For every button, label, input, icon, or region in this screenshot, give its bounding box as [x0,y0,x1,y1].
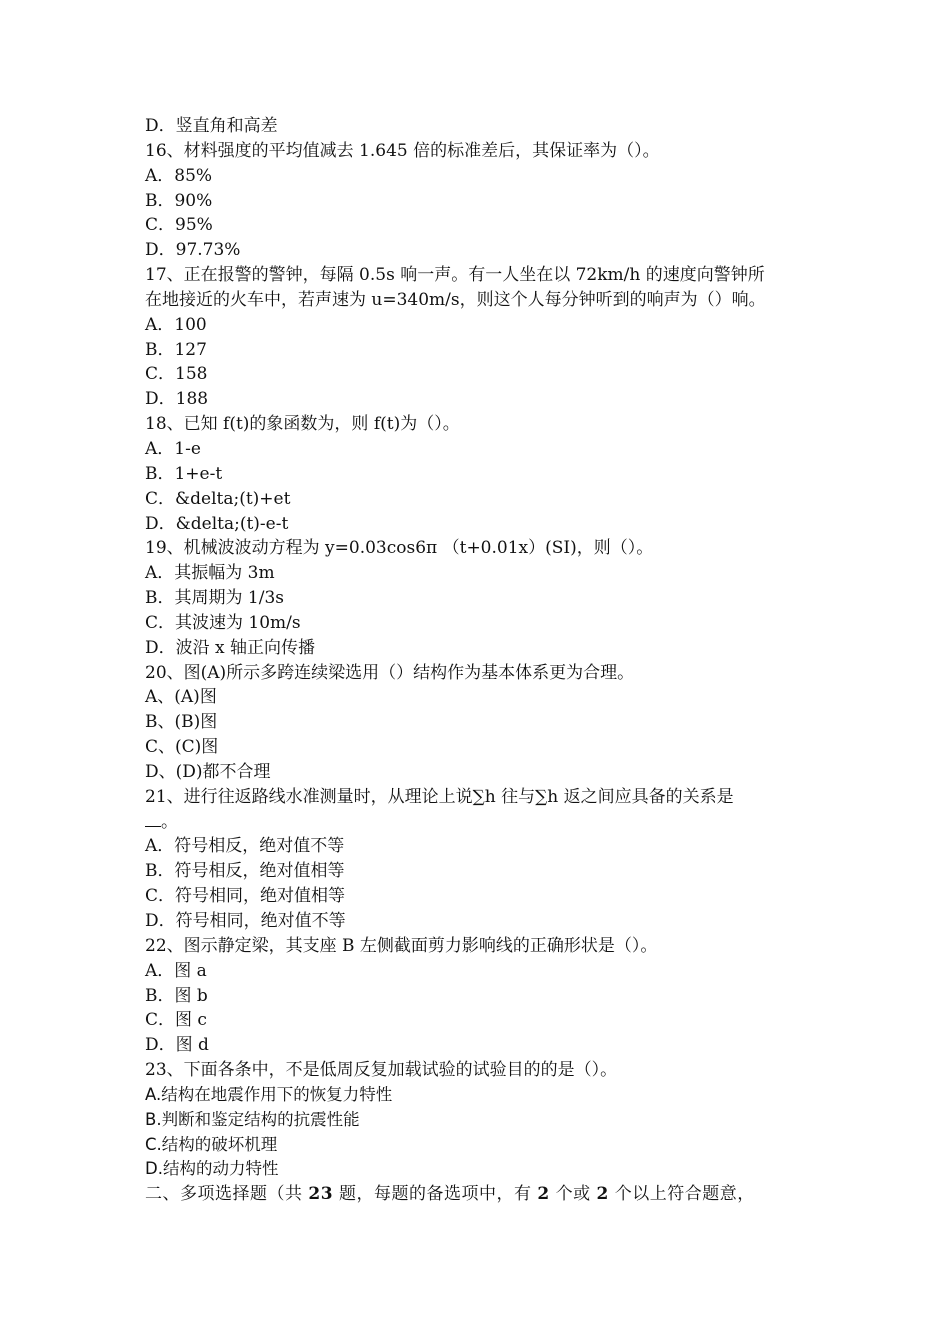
option-17-b: B．127 [145,339,207,360]
section-number-2: 2 [596,1184,609,1205]
answer-blank [145,812,161,827]
option-16-d: D．97.73% [145,240,241,261]
option-23-b: B.判断和鉴定结构的抗震性能 [145,1109,360,1129]
question-18: 18、已知 f(t)的象函数为，则 f(t)为（）。 [145,414,460,435]
option-21-b: B．符号相反，绝对值相等 [145,861,345,882]
section-middle: 题，每题的备选项中，有 [333,1184,538,1205]
option-18-d: D．&delta;(t)-e-t [145,513,289,534]
option-22-b: B．图 b [145,985,208,1006]
option-18-a: A．1-e [145,438,201,459]
option-19-c: C．其波速为 10m/s [145,612,301,633]
option-19-b: B．其周期为 1/3s [145,588,284,609]
option-21-d: D．符号相同，绝对值不等 [145,911,346,931]
option-16-a: A．85% [145,165,213,186]
option-19-d: D．波沿 x 轴正向传播 [145,637,316,658]
section-question-count: 23 [308,1184,334,1205]
option-19-a: A．其振幅为 3m [145,563,275,584]
question-22: 22、图示静定梁，其支座 B 左侧截面剪力影响线的正确形状是（）。 [145,935,658,956]
question-17-line-2: 在地接近的火车中，若声速为 u=340m/s，则这个人每分钟听到的响声为（）响。 [145,289,766,310]
option-20-d: D、(D)都不合理 [145,761,271,782]
section-heading-multiple-choice [145,1182,815,1207]
question-21-line-1: 21、进行往返路线水准测量时，从理论上说∑h 往与∑h 返之间应具备的关系是 [145,786,734,807]
option-20-a: A、(A)图 [145,687,217,708]
question-23: 23、下面各条中，不是低周反复加载试验的试验目的的是（）。 [145,1060,618,1081]
section-suffix: 个以上符合题意， [608,1184,755,1205]
option-20-b: B、(B)图 [145,712,218,733]
option-16-b: B．90% [145,190,213,211]
question-16: 16、材料强度的平均值减去 1.645 倍的标准差后，其保证率为（）。 [145,140,660,161]
question-21-line-2 [145,810,815,835]
option-23-d: D.结构的动力特性 [145,1159,279,1179]
option-17-a: A．100 [145,314,207,335]
section-prefix: 二、多项选择题（共 [145,1184,309,1205]
section-middle-2: 个或 [549,1184,597,1205]
option-16-c: C．95% [145,215,213,236]
option-22-c: C．图 c [145,1010,207,1031]
option-23-a: A.结构在地震作用下的恢复力特性 [145,1084,393,1104]
option-23-c: C.结构的破坏机理 [145,1134,278,1154]
option-21-a: A．符号相反，绝对值不等 [145,836,345,857]
option-18-b: B．1+e-t [145,463,223,484]
option-21-c: C．符号相同，绝对值相等 [145,886,346,907]
question-20: 20、图(A)所示多跨连续梁选用（）结构作为基本体系更为合理。 [145,662,635,683]
document-content [145,114,815,1207]
section-number-1: 2 [537,1184,550,1205]
option-18-c: C．&delta;(t)+et [145,488,291,509]
question-17-line-1: 17、正在报警的警钟，每隔 0.5s 响一声。有一人坐在以 72km/h 的速度向警钟所 [145,265,765,286]
option-22-a: A．图 a [145,960,207,981]
question-19: 19、机械波波动方程为 y=0.03cos6π （t+0.01x）(SI)，则（）。 [145,538,654,559]
option-15-d: D．竖直角和高差 [145,116,278,136]
option-22-d: D．图 d [145,1035,209,1056]
question-21-end: 。 [161,811,178,832]
option-20-c: C、(C)图 [145,737,219,758]
option-17-d: D．188 [145,389,209,410]
option-17-c: C．158 [145,364,208,385]
